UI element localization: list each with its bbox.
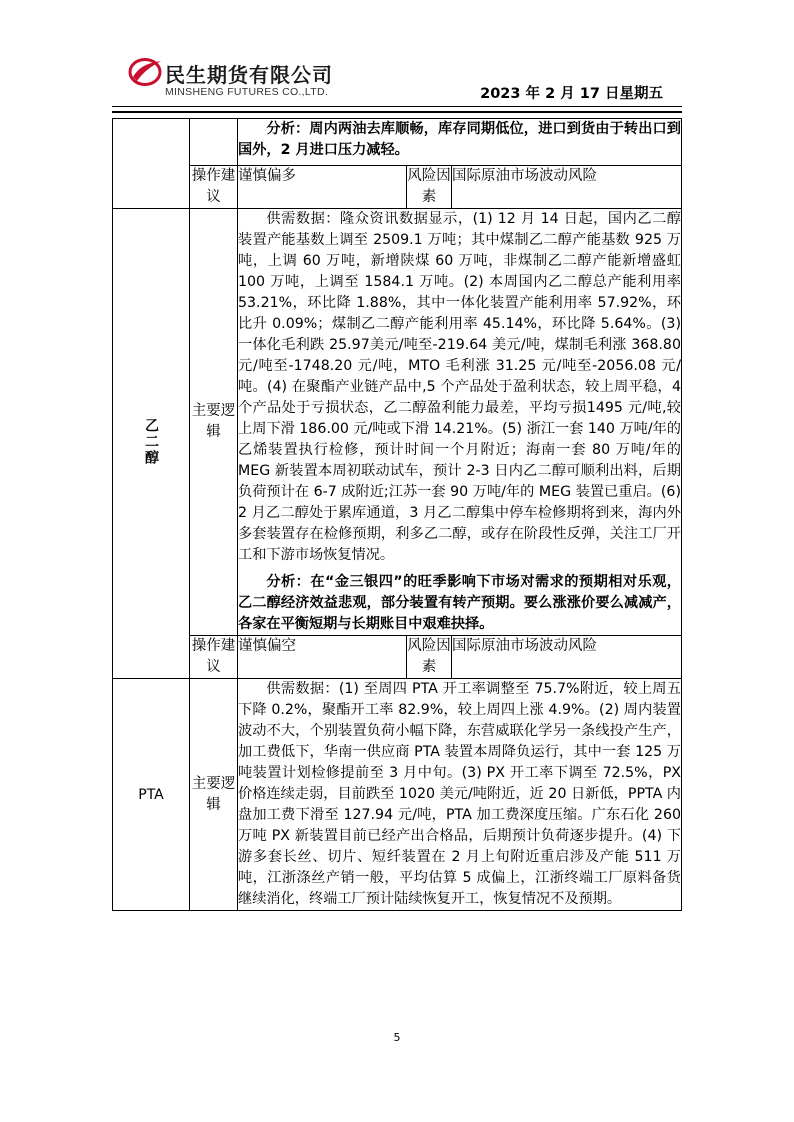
logic-label: 主要逻辑 bbox=[190, 679, 238, 911]
analysis-table bbox=[112, 118, 682, 911]
company-name-cn: 民生期货有限公司 bbox=[165, 63, 333, 87]
label-cell-empty bbox=[190, 119, 238, 166]
company-name-en: MINSHENG FUTURES CO.,LTD. bbox=[165, 86, 329, 98]
logic-cell bbox=[238, 679, 682, 911]
analysis-text: 分析：在“金三银四”的旺季影响下市场对需求的预期相对乐观，乙二醇经济效益悲观，部分装置有转产预期。要么涨涨价要么减减产，各家在平衡短期与长期账目中艰难抉择。 bbox=[238, 574, 681, 632]
risk-value: 国际原油市场波动风险 bbox=[452, 636, 682, 679]
product-cell bbox=[113, 209, 190, 679]
table-row bbox=[113, 679, 682, 911]
minsheng-logo-icon bbox=[128, 57, 162, 87]
table-row bbox=[113, 166, 682, 209]
logic-cell bbox=[238, 209, 682, 636]
risk-label: 风险因素 bbox=[407, 166, 452, 209]
table-row bbox=[113, 636, 682, 679]
op-label: 操作建议 bbox=[190, 166, 238, 209]
analysis-text: 分析：周内两油去库顺畅，库存同期低位，进口到货由于转出口到国外，2 月进口压力减轻。 bbox=[238, 121, 681, 158]
company-logo bbox=[128, 55, 368, 105]
supply-text: 供需数据：(1) 至周四 PTA 开工率调整至 75.7%附近，较上周五下降 0.2%，聚酯开工率 82.9%，较上周四上涨 4.9%。(2) 周内装置波动不大，个别装置负荷小幅下降，东营威联化学另一条线投产生产，加工费低下，华南一供应商 PTA 装置本周降负运行，其中一套 125 万吨装置计划检修提前至 3 月中旬。(3) PX 开工率下调至 72.5%，PX 价格连续走弱，目前跌至 1020 美元/吨附近，近 20 日新低，PPTA 内盘加工费下滑至 127.94 元/吨，PTA 加工费深度压缩。广东石化 260 万吨 PX 新装置目前已经产出合格品，后期预计负荷逐步提升。(4) 下游多套长丝、切片、短纤装置在 2 月上旬附近重启涉及产能 511 万吨，江浙涤丝产销一般，平均估算 5 成偏上，江浙终端工厂原料备货继续消化，终端工厂预计陆续恢复开工，恢复情况不及预期。 bbox=[238, 681, 681, 907]
table-row bbox=[113, 119, 682, 166]
supply-text: 供需数据：隆众资讯数据显示，(1) 12 月 14 日起，国内乙二醇装置产能基数上调至 2509.1 万吨；其中煤制乙二醇产能基数 925 万吨，上调 60 万吨，新增陕煤 60 万吨，非煤制乙二醇产能新增盛虹 100 万吨，上调至 1584.1 万吨。(2) 本周国内乙二醇总产能利用率 53.21%，环比降 1.88%，其中一体化装置产能利用率 57.92%，环比升 0.09%；煤制乙二醇产能利用率 45.14%，环比降 5.64%。(3) 一体化毛利跌 25.97美元/吨至-219.64 美元/吨，煤制毛利涨 368.80 元/吨至-1748.20 元/吨，MTO 毛利涨 31.25 元/吨至-2056.08 元/吨。(4) 在聚酯产业链产品中,5 个产品处于盈利状态，较上周平稳，4 个产品处于亏损状态，乙二醇盈利能力最差，平均亏损1495 元/吨,较上周下滑 186.00 元/吨或下滑 14.21%。(5) 浙江一套 140 万吨/年的乙烯装置执行检修，预计时间一个月附近；海南一套 80 万吨/年的 MEG 新装置本周初联动试车，预计 2-3 日内乙二醇可顺利出料，后期负荷预计在 6-7 成附近;江苏一套 90 万吨/年的 MEG 装置已重启。(6) 2 月乙二醇处于累库通道，3 月乙二醇集中停车检修期将到来，海内外多套装置存在检修预期，利多乙二醇，或存在阶段性反弹，关注工厂开工和下游市场恢复情况。 bbox=[238, 211, 681, 563]
op-label: 操作建议 bbox=[190, 636, 238, 679]
op-value: 谨慎偏多 bbox=[238, 166, 407, 209]
report-date: 2023 年 2 月 17 日星期五 bbox=[480, 86, 663, 102]
risk-value: 国际原油市场波动风险 bbox=[452, 166, 682, 209]
product-name: PTA bbox=[138, 786, 164, 803]
header-rule bbox=[112, 106, 682, 107]
analysis-cell bbox=[238, 119, 682, 166]
product-cell bbox=[113, 679, 190, 911]
header-rule-thick bbox=[112, 111, 682, 113]
op-value: 谨慎偏空 bbox=[238, 636, 407, 679]
page-number: 5 bbox=[393, 1031, 401, 1044]
table-row bbox=[113, 209, 682, 636]
product-name: 乙二醇 bbox=[143, 417, 159, 466]
logic-label: 主要逻辑 bbox=[190, 209, 238, 636]
risk-label: 风险因素 bbox=[407, 636, 452, 679]
product-cell-empty bbox=[113, 119, 190, 209]
